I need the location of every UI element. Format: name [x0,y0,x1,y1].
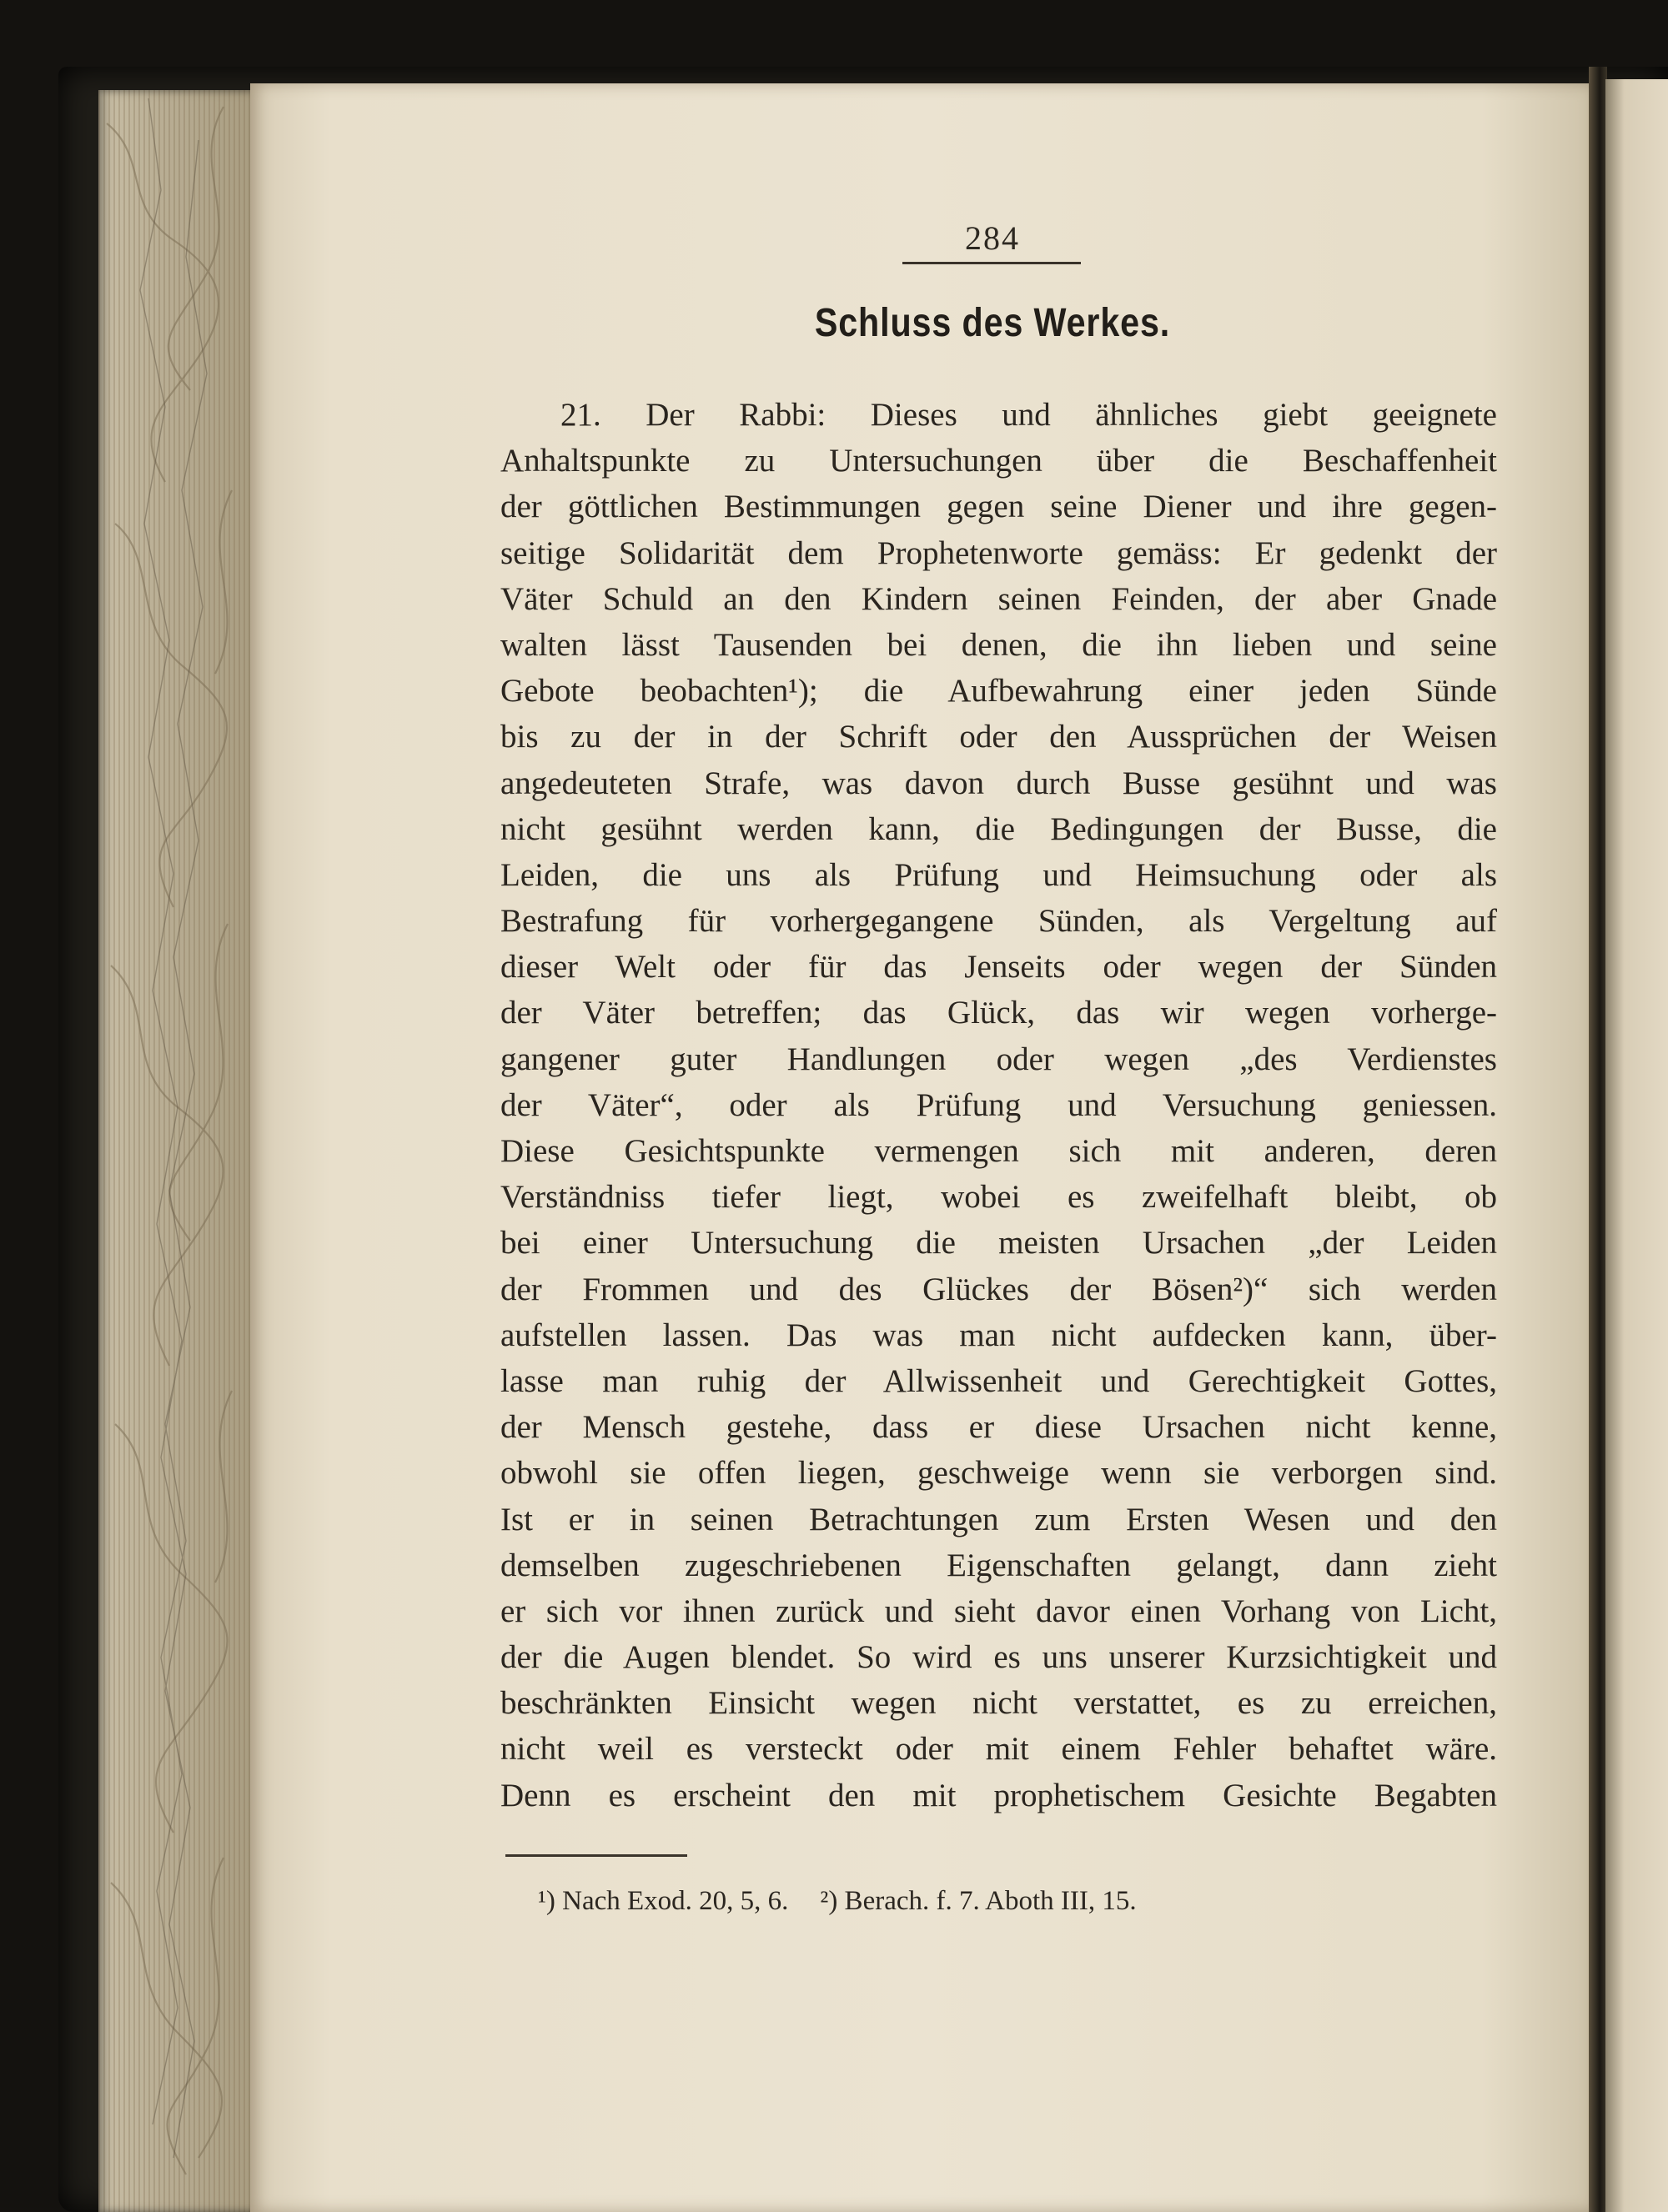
page-edges [98,90,257,2212]
text-line: der Väter betreffen; das Glück, das wir wegen vorherge- [500,995,1497,1031]
text-line: gangener guter Handlungen oder wegen „des Verdienstes [500,1041,1497,1077]
text-line: Anhaltspunkte zu Untersuchungen über die Beschaffenheit [500,443,1497,479]
text-line: demselben zugeschriebenen Eigenschaften gelangt, dann zieht [500,1547,1497,1583]
text-line: walten lässt Tausenden bei denen, die ihn lieben und seine [500,626,1497,663]
text-line: der die Augen blendet. So wird es uns unserer Kurzsichtigkeit und [500,1639,1497,1676]
footnote-rule [505,1854,687,1857]
text-line: Leiden, die uns als Prüfung und Heimsuchung oder als [500,856,1497,893]
text-line: bei einer Untersuchung die meisten Ursachen „der Leiden [500,1225,1497,1261]
section-heading: Schluss des Werkes. [814,301,1171,345]
text-line: Gebote beobachten¹); die Aufbewahrung einer jeden Sünde [500,673,1497,710]
text-line: seitige Solidarität dem Prophetenworte gemäss: Er gedenkt der [500,534,1497,571]
text-line: der göttlichen Bestimmungen gegen seine Diener und ihre gegen- [500,489,1497,525]
next-page-edge [1605,79,1668,2212]
text-line: der Mensch gestehe, dass er diese Ursachen nicht kenne, [500,1409,1497,1446]
text-line: nicht weil es versteckt oder mit einem Fehler behaftet wäre. [500,1731,1497,1768]
text-line: Ist er in seinen Betrachtungen zum Ersten Wesen und den [500,1501,1497,1537]
footnote-2: ²) Berach. f. 7. Aboth III, 15. [820,1886,1137,1916]
text-line: bis zu der in der Schrift oder den Aussprüchen der Weisen [500,719,1497,755]
text-line: aufstellen lassen. Das was man nicht aufdecken kann, über- [500,1317,1497,1353]
text-line: der Frommen und des Glückes der Bösen²)“ sich werden [500,1271,1497,1307]
page-number-rule [902,262,1081,264]
book-gutter [1589,67,1607,2212]
text-line: Verständniss tiefer liegt, wobei es zweifelhaft bleibt, ob [500,1179,1497,1216]
body-text [500,392,1497,1818]
text-line: lasse man ruhig der Allwissenheit und Gerechtigkeit Gottes, [500,1362,1497,1399]
text-line: Diese Gesichtspunkte vermengen sich mit anderen, deren [500,1133,1497,1169]
text-line: Väter Schuld an den Kindern seinen Feinden, der aber Gnade [500,580,1497,617]
text-line: dieser Welt oder für das Jenseits oder wegen der Sünden [500,949,1497,986]
text-line: beschränkten Einsicht wegen nicht verstattet, es zu erreichen, [500,1685,1497,1722]
text-line: Denn es erscheint den mit prophetischem Gesichte Begabten [500,1777,1497,1813]
text-line: obwohl sie offen liegen, geschweige wenn sie verborgen sind. [500,1455,1497,1492]
text-line: nicht gesühnt werden kann, die Bedingungen der Busse, die [500,810,1497,847]
footnotes [538,1880,1455,1922]
text-line: Bestrafung für vorhergegangene Sünden, als Vergeltung auf [500,903,1497,940]
text-line: er sich vor ihnen zurück und sieht davor einen Vorhang von Licht, [500,1593,1497,1629]
text-line: der Väter“, oder als Prüfung und Versuchung geniessen. [500,1086,1497,1123]
text-line: angedeuteten Strafe, was davon durch Busse gesühnt und was [500,765,1497,801]
text-line: 21. Der Rabbi: Dieses und ähnliches giebt geeignete [560,397,1497,433]
marbled-edge-pattern [98,90,257,2212]
page-number: 284 [965,219,1020,257]
footnote-1: ¹) Nach Exod. 20, 5, 6. [538,1886,789,1916]
